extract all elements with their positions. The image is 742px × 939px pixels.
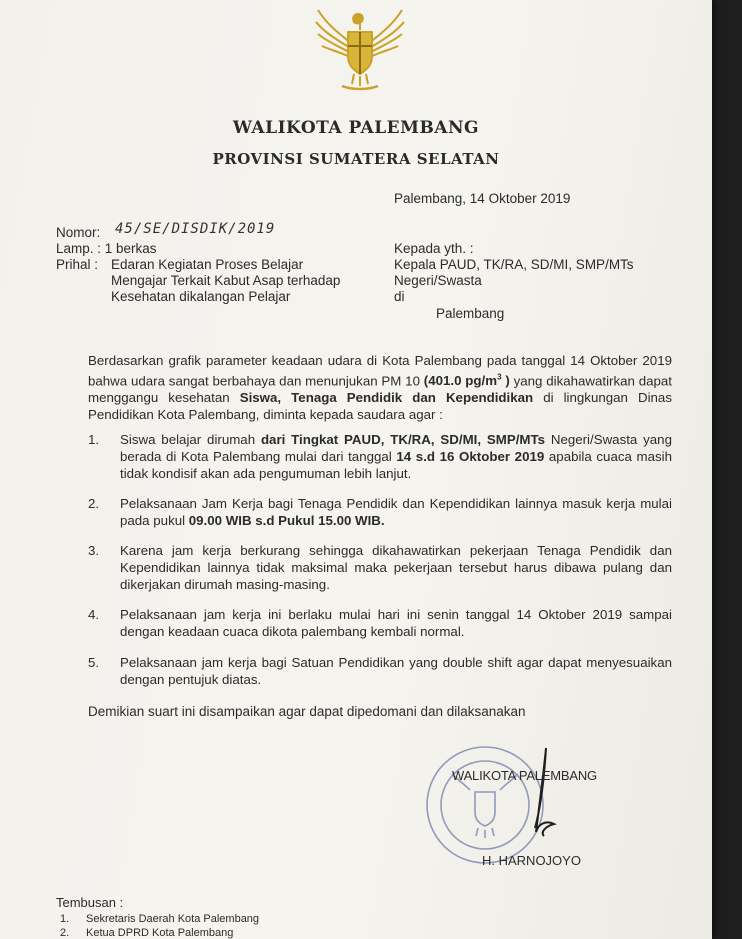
prihal-line-1: Edaran Kegiatan Proses Belajar — [111, 257, 304, 272]
lamp-line: Lamp. : 1 berkas — [56, 241, 157, 256]
prihal-label: Prihal : — [56, 257, 99, 272]
letter-page: WALIKOTA PALEMBANG PROVINSI SUMATERA SELATAN Palembang, 14 Oktober 2019 Nomor: 45/SE/DISDIK/2019 Lamp. : 1 berkas Prihal : Edaran Kegiatan Proses Belajar Mengajar Terkait Kabut Asap terhadap Kesehatan dikalangan Pelajar Kepada yth. : Kepala PAUD, TK/RA, SD/MI, SMP/MTs Negeri/Swasta di Palembang Berdasarkan grafik parameter keadaan udara di Kota Palembang pada tanggal 14 Oktober 2019 bahwa udara sangat berbahaya dan menunjukan PM 10 (401.0 $pg/m^3$ ) yang dikahawatirkan dapat menggangu kesehatan Siswa, Tenaga Pendidik dan Kependidikan di lingkungan Dinas Pendidikan Kota Palembang, diminta kepada saudara agar : 1. Siswa belajar dirumah dari Tingkat PAUD, TK/RA, SD/MI, SMP/MTs Negeri/Swasta yang berada di Kota Palembang mulai dari tanggal 14 s.d 16 Oktober 2019 apabila cuaca masih tidak kondisif akan ada pengumuman lebih lanjut. 2. Pelaksanaan Jam Kerja bagi Tenaga Pendidik dan Kependidikan lainnya masuk kerja mulai pada pukul 09.00 WIB s.d Pukul 15.00 WIB. 3. Karena jam kerja berkurang sehingga dikahawatirkan pekerjaan Tenaga Pendidik dan Kependidikan lainnya tidak maksimal maka pekerjaan tersebut harus dibawa pulang dan dikerjakan dirumah masing-masing. 4. Pelaksanaan jam kerja ini berlaku mulai hari ini senin tanggal 14 Oktober 2019 sampai dengan keadaan cuaca dikota palembang kembali normal. 5. Pelaksanaan jam kerja bagi Satuan Pendidikan yang double shift agar dapat menyesuaikan dengan pentujuk diatas. Demikian suart ini disampaikan agar dapat dipedomani dan dilaksanakan WALIKOTA PALEMBANG H. HARNOJOYO Tembusan : 1. Sekretaris Daerah Kota Palembang 2. Ketua DPRD Kota Palembang — [0, 0, 712, 939]
prihal-line-3: Kesehatan dikalangan Pelajar — [111, 289, 291, 304]
signature-icon — [440, 740, 620, 850]
pm-value: (401.0 $pg/m^3$ ) — [423, 373, 510, 389]
recipient-di: di — [394, 289, 405, 304]
tembusan-label: Tembusan : — [56, 895, 124, 910]
tembusan-num-1: 1. — [60, 913, 70, 925]
tembusan-item-2: Ketua DPRD Kota Palembang — [86, 927, 234, 939]
recipient-line-2: Negeri/Swasta — [394, 273, 482, 288]
closing-line: Demikian suart ini disampaikan agar dapat dipedomani dan dilaksanakan — [88, 704, 526, 719]
signatory-name: H. HARNOJOYO — [482, 853, 581, 868]
signatory-title: WALIKOTA PALEMBANG — [452, 768, 597, 783]
letterhead-subtitle: PROVINSI SUMATERA SELATAN — [212, 150, 500, 168]
garuda-emblem-icon — [312, 4, 408, 96]
recipient-city: Palembang — [436, 306, 505, 321]
intro-paragraph: Berdasarkan grafik parameter keadaan udara di Kota Palembang pada tanggal 14 Oktober 2019 bahwa udara sangat berbahaya dan menunjukan PM 10 (401.0 $pg/m^3$ ) yang dikahawatirkan dapat menggangu kesehatan Siswa, Tenaga Pendidik dan Kependidikan di lingkungan Dinas Pendidikan Kota Palembang, diminta kepada saudara agar : — [88, 353, 672, 423]
prihal-line-2: Mengajar Terkait Kabut Asap terhadap — [111, 273, 341, 288]
letterhead-title: WALIKOTA PALEMBANG — [232, 118, 480, 138]
nomor-label: Nomor: — [56, 225, 101, 240]
tembusan-item-1: Sekretaris Daerah Kota Palembang — [86, 913, 260, 925]
tembusan-num-2: 2. — [60, 927, 70, 939]
recipient-line-1: Kepala PAUD, TK/RA, SD/MI, SMP/MTs — [394, 257, 634, 272]
nomor-value: 45/SE/DISDIK/2019 — [115, 221, 276, 237]
place-date: Palembang, 14 Oktober 2019 — [394, 191, 571, 206]
recipient-salutation: Kepada yth. : — [394, 241, 474, 256]
